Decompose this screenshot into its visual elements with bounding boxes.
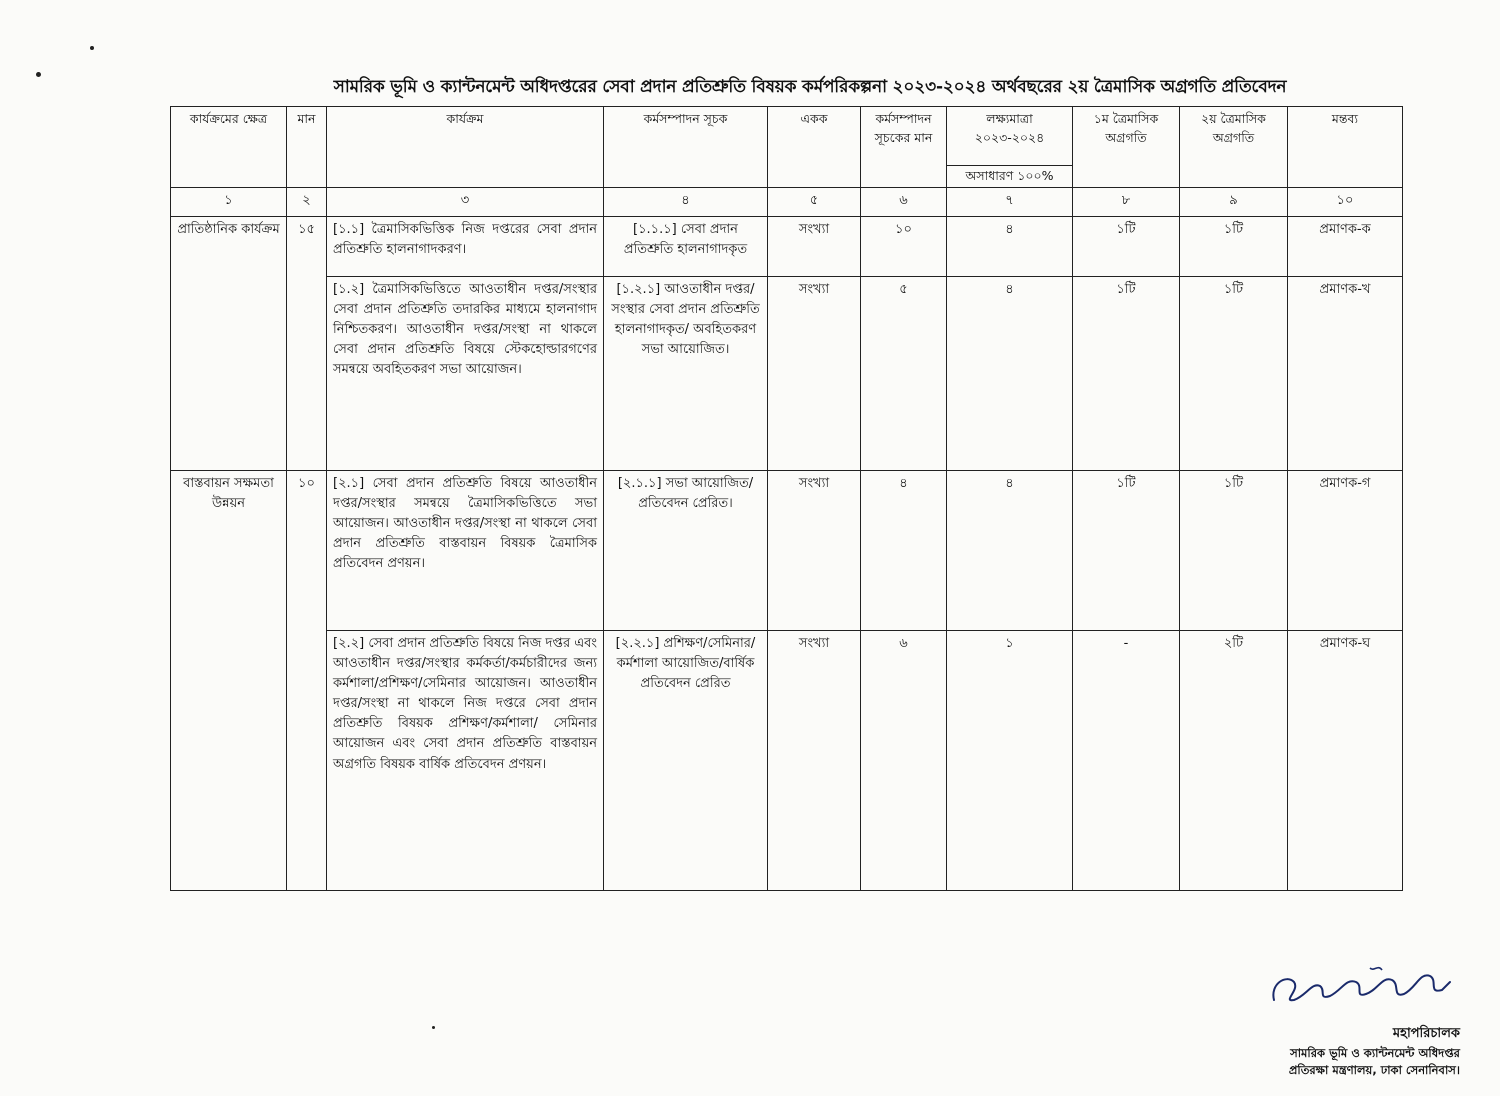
header-remarks: মন্তব্য [1288, 107, 1403, 188]
q1-cell: ১টি [1073, 276, 1180, 470]
header-activity: কার্যক্রম [327, 107, 604, 188]
column-number: ৮ [1073, 187, 1180, 216]
column-number: ৪ [604, 187, 768, 216]
unit-cell: সংখ্যা [768, 276, 861, 470]
remarks-cell: প্রমাণক-ঘ [1288, 630, 1403, 890]
column-number: ৩ [327, 187, 604, 216]
table-row [171, 276, 1403, 470]
action-plan-table [170, 106, 1403, 891]
signatory-ministry: প্রতিরক্ষা মন্ত্রণালয়, ঢাকা সেনানিবাস। [1288, 1062, 1460, 1077]
column-number-row [171, 187, 1403, 216]
scan-speck [432, 1026, 435, 1029]
column-number: ৬ [861, 187, 947, 216]
column-number: ৫ [768, 187, 861, 216]
header-indicator-value: কর্মসম্পাদন সূচকের মান [861, 107, 947, 188]
scan-speck [36, 72, 41, 77]
scan-speck [90, 46, 94, 50]
remarks-cell: প্রমাণক-গ [1288, 470, 1403, 630]
handwritten-signature [1260, 960, 1460, 1016]
header-indicator: কর্মসম্পাদন সূচক [604, 107, 768, 188]
table-row [171, 470, 1403, 630]
indicator-cell: [২.২.১] প্রশিক্ষণ/সেমিনার/ কর্মশালা আয়োজিত/বার্ষিক প্রতিবেদন প্রেরিত [604, 630, 768, 890]
target-cell: ৪ [947, 276, 1073, 470]
q1-cell: ১টি [1073, 216, 1180, 276]
column-number: ১০ [1288, 187, 1403, 216]
header-q2: ২য় ত্রৈমাসিক অগ্রগতি [1180, 107, 1288, 188]
column-number: ৭ [947, 187, 1073, 216]
unit-cell: সংখ্যা [768, 216, 861, 276]
target-cell: ৪ [947, 470, 1073, 630]
mark-cell: ১৫ [287, 216, 327, 470]
header-area: কার্যক্রমের ক্ষেত্র [171, 107, 287, 188]
mark-cell: ১০ [287, 470, 327, 890]
header-unit: একক [768, 107, 861, 188]
q1-cell: - [1073, 630, 1180, 890]
q1-cell: ১টি [1073, 470, 1180, 630]
activity-cell: [১.১] ত্রৈমাসিকভিত্তিক নিজ দপ্তরের সেবা প্রদান প্রতিশ্রুতি হালনাগাদকরণ। [327, 216, 604, 276]
column-number: ৯ [1180, 187, 1288, 216]
target-cell: ১ [947, 630, 1073, 890]
indicator-value-cell: ৫ [861, 276, 947, 470]
unit-cell: সংখ্যা [768, 630, 861, 890]
table-row [171, 630, 1403, 890]
target-cell: ৪ [947, 216, 1073, 276]
activity-cell: [২.১] সেবা প্রদান প্রতিশ্রুতি বিষয়ে আওতাধীন দপ্তর/সংস্থার সমন্বয়ে ত্রৈমাসিকভিত্তিতে সভা আয়োজন। আওতাধীন দপ্তর/সংস্থা না থাকলে সেবা প্রদান প্রতিশ্রুতি বাস্তবায়ন বিষয়ক ত্রৈমাসিক প্রতিবেদন প্রণয়ন। [327, 470, 604, 630]
remarks-cell: প্রমাণক-ক [1288, 216, 1403, 276]
area-cell: বাস্তবায়ন সক্ষমতা উন্নয়ন [171, 470, 287, 890]
signatory-role: মহাপরিচালক [1392, 1026, 1460, 1041]
indicator-cell: [১.২.১] আওতাধীন দপ্তর/সংস্থার সেবা প্রদান প্রতিশ্রুতি হালনাগাদকৃত/ অবহিতকরণ সভা আয়োজিত। [604, 276, 768, 470]
header-target: লক্ষ্যমাত্রা ২০২৩-২০২৪ [947, 107, 1073, 166]
column-number: ১ [171, 187, 287, 216]
q2-cell: ১টি [1180, 276, 1288, 470]
unit-cell: সংখ্যা [768, 470, 861, 630]
header-q1: ১ম ত্রৈমাসিক অগ্রগতি [1073, 107, 1180, 188]
column-number: ২ [287, 187, 327, 216]
table-row [171, 216, 1403, 276]
activity-cell: [২.২] সেবা প্রদান প্রতিশ্রুতি বিষয়ে নিজ দপ্তর এবং আওতাধীন দপ্তর/সংস্থার কর্মকর্তা/কর্মচারীদের জন্য কর্মশালা/প্রশিক্ষণ/সেমিনার আয়োজন। আওতাধীন দপ্তর/সংস্থা না থাকলে নিজ দপ্তরে সেবা প্রদান প্রতিশ্রুতি বিষয়ক প্রশিক্ষণ/কর্মশালা/ সেমিনার আয়োজন এবং সেবা প্রদান প্রতিশ্রুতি বাস্তবায়ন অগ্রগতি বিষয়ক বার্ষিক প্রতিবেদন প্রণয়ন। [327, 630, 604, 890]
q2-cell: ১টি [1180, 470, 1288, 630]
area-cell: প্রাতিষ্ঠানিক কার্যক্রম [171, 216, 287, 470]
remarks-cell: প্রমাণক-খ [1288, 276, 1403, 470]
signatory-office: সামরিক ভূমি ও ক্যান্টনমেন্ট অধিদপ্তর [1290, 1046, 1460, 1060]
page-title: সামরিক ভূমি ও ক্যান্টনমেন্ট অধিদপ্তরের সেবা প্রদান প্রতিশ্রুতি বিষয়ক কর্মপরিকল্পনা ২০২৩-২০২৪ অর্থবছরের ২য় ত্রৈমাসিক অগ্রগতি প্রতিবেদন [333, 77, 1287, 97]
indicator-cell: [২.১.১] সভা আয়োজিত/প্রতিবেদন প্রেরিত। [604, 470, 768, 630]
indicator-value-cell: ১০ [861, 216, 947, 276]
indicator-cell: [১.১.১] সেবা প্রদান প্রতিশ্রুতি হালনাগাদকৃত [604, 216, 768, 276]
header-target-sub: অসাধারণ ১০০% [947, 166, 1073, 188]
q2-cell: ১টি [1180, 216, 1288, 276]
signature-block [1200, 960, 1460, 1078]
q2-cell: ২টি [1180, 630, 1288, 890]
activity-cell: [১.২] ত্রৈমাসিকভিত্তিতে আওতাধীন দপ্তর/সংস্থার সেবা প্রদান প্রতিশ্রুতি তদারকির মাধ্যমে হালনাগাদ নিশ্চিতকরণ। আওতাধীন দপ্তর/সংস্থা না থাকলে সেবা প্রদান প্রতিশ্রুতি বিষয়ে স্টেকহোল্ডারগণের সমন্বয়ে অবহিতকরণ সভা আয়োজন। [327, 276, 604, 470]
indicator-value-cell: ৬ [861, 630, 947, 890]
header-mark: মান [287, 107, 327, 188]
indicator-value-cell: ৪ [861, 470, 947, 630]
header-row [171, 107, 1403, 166]
